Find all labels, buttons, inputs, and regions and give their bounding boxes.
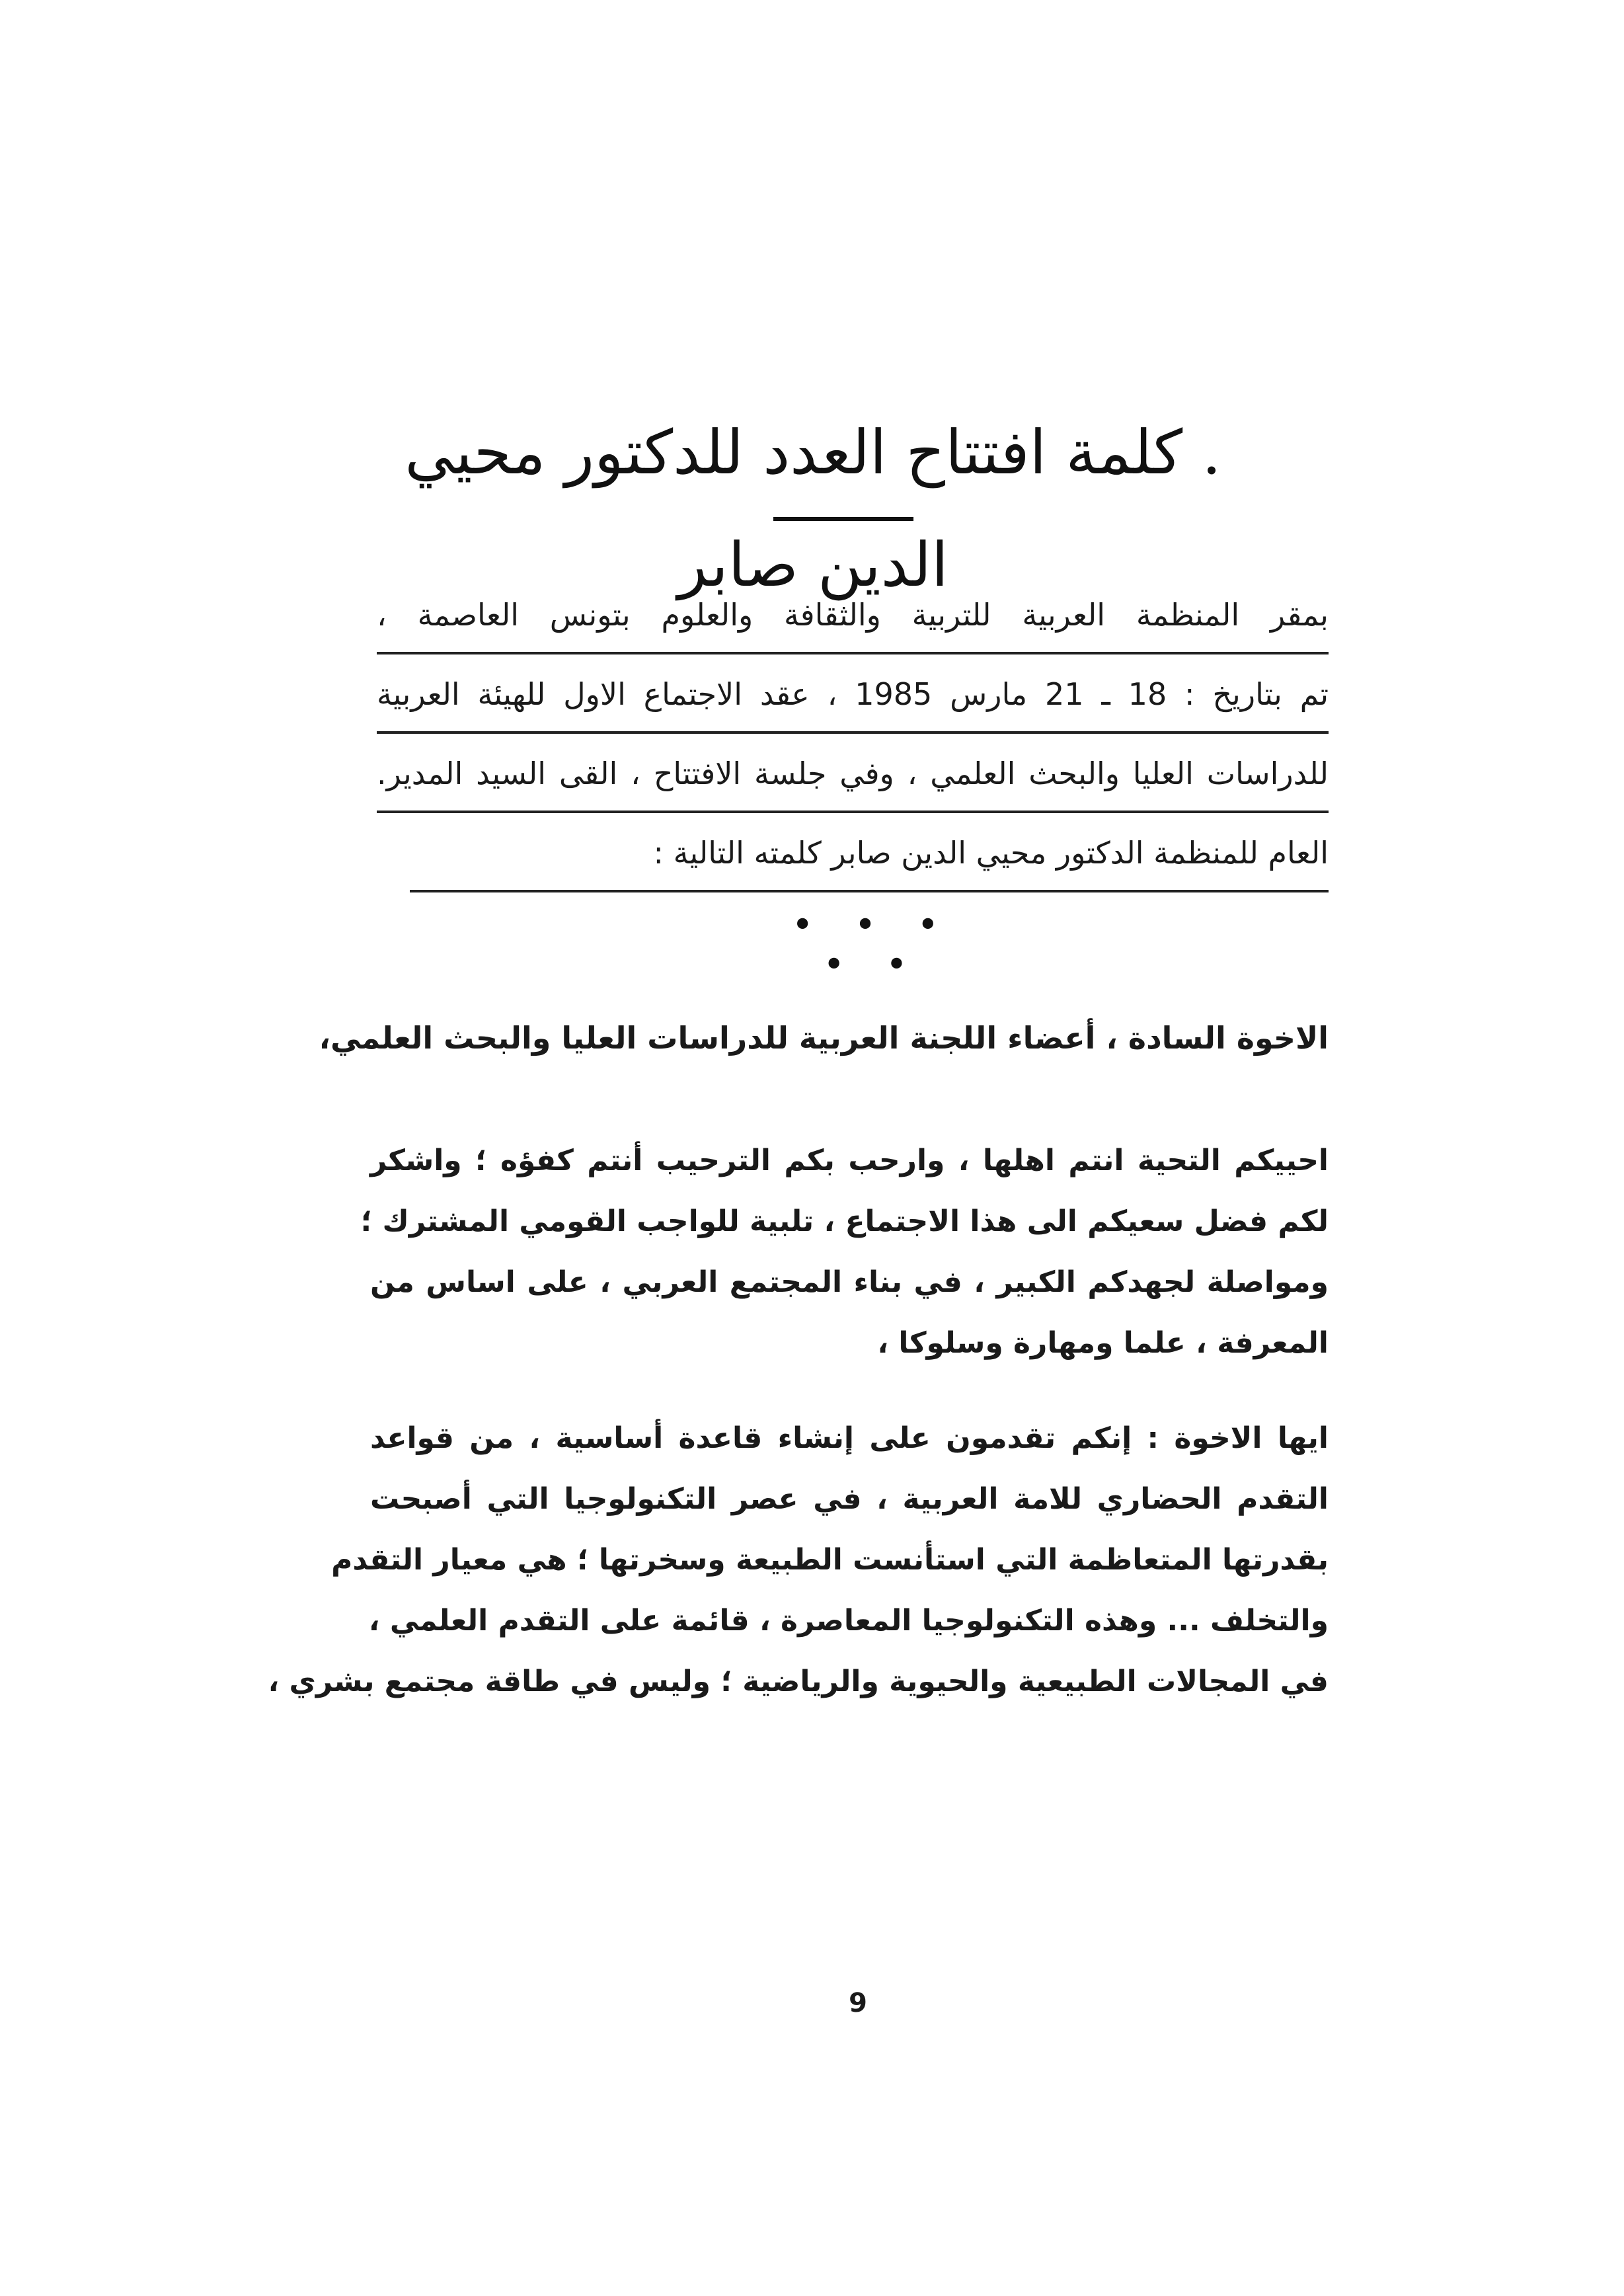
paragraph-line: المعرفة ، علما ومهارة وسلوكا ، — [877, 1326, 1329, 1360]
page-number: 9 — [849, 1988, 867, 2018]
paragraph-line: ايها الاخوة : إنكم تقدمون على إنشاء قاعدة أساسية ، من قواعد — [370, 1421, 1329, 1455]
paragraph-line: لكم فضل سعيكم الى هذا الاجتماع ، تلبية للواجب القومي المشترك ؛ — [360, 1205, 1329, 1238]
paragraph-line: بقدرتها المتعاظمة التي استأنست الطبيعة وسخرتها ؛ هي معيار التقدم — [331, 1543, 1329, 1577]
intro-block — [377, 575, 1329, 892]
salutation: الاخوة السادة ، أعضاء اللجنة العربية للدراسات العليا والبحث العلمي، — [319, 1020, 1329, 1056]
article-title: . كلمة افتتاح العدد للدكتور محيي الدين صابر — [405, 417, 1221, 600]
section-separator: • • • • • — [791, 904, 954, 986]
paragraph-line: التقدم الحضاري للامة العربية ، في عصر التكنولوجيا التي أصبحت — [370, 1482, 1329, 1516]
title-underline — [773, 517, 913, 521]
intro-line: تم بتاريخ : 18 ـ 21 مارس 1985 ، عقد الاجتماع الاول للهيئة العربية — [377, 654, 1329, 734]
intro-line: للدراسات العليا والبحث العلمي ، وفي جلسة الافتتاح ، القى السيد المدير. — [377, 734, 1329, 813]
paragraph-line: ومواصلة لجهدكم الكبير ، في بناء المجتمع العربي ، على اساس من — [370, 1265, 1329, 1299]
paragraph-1 — [360, 1130, 1329, 1374]
paragraph-line: احييكم التحية انتم اهلها ، وارحب بكم الترحيب أنتم كفؤه ؛ واشكر — [370, 1144, 1329, 1177]
paragraph-line: والتخلف ... وهذه التكنولوجيا المعاصرة ، قائمة على التقدم العلمي ، — [368, 1604, 1329, 1638]
intro-line: العام للمنظمة الدكتور محيي الدين صابر كلمته التالية : — [410, 813, 1329, 892]
paragraph-2 — [268, 1408, 1329, 1712]
paragraph-line: في المجالات الطبيعية والحيوية والرياضية ؛ وليس في طاقة مجتمع بشري ، — [268, 1665, 1329, 1698]
intro-line: بمقر المنظمة العربية للتربية والثقافة والعلوم بتونس العاصمة ، — [377, 575, 1329, 654]
